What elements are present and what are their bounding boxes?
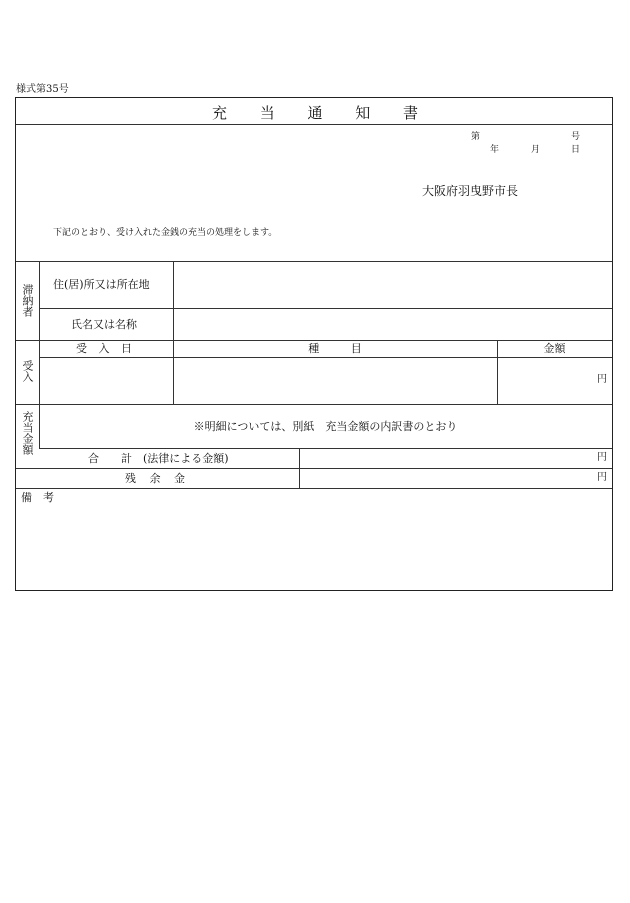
receipt-amount-unit: 円	[597, 374, 607, 385]
balance-label: 残 余 金	[125, 472, 190, 485]
appropriation-note: ※明細については、別紙 充当金額の内訳書のとおり	[193, 420, 458, 433]
delinquent-section-label: 滞納者	[21, 284, 34, 317]
receipt-date-header: 受 入 日	[76, 342, 136, 355]
date-day: 日	[571, 145, 581, 155]
appropriation-section-label: 充当金額	[21, 411, 34, 455]
form-title: 充 当 通 知 書	[211, 104, 433, 122]
total-bottom-line	[16, 468, 612, 469]
form-number: 様式第35号	[16, 84, 69, 95]
label-column-line	[39, 261, 40, 448]
intro-text: 下記のとおり、受け入れた金銭の充当の処理をします。	[53, 228, 278, 238]
title-divider	[16, 124, 612, 125]
receipt-type-header: 種 目	[308, 342, 376, 355]
appropriation-top-line	[16, 404, 612, 405]
total-value-divider	[299, 448, 300, 488]
total-label: 合 計 (法律による金額)	[88, 452, 229, 465]
doc-number-prefix: 第	[471, 132, 481, 142]
address-bottom-line	[39, 308, 612, 309]
date-year: 年	[490, 145, 500, 155]
receipt-top-line	[16, 340, 612, 341]
balance-unit: 円	[597, 472, 607, 483]
notice-form	[15, 97, 613, 591]
note-bottom-line	[39, 448, 612, 449]
total-unit: 円	[597, 452, 607, 463]
doc-number-suffix: 号	[571, 132, 581, 142]
label-value-divider	[173, 261, 174, 404]
receipt-section-label: 受入	[21, 360, 34, 382]
address-label: 住(居)所又は所在地	[53, 278, 150, 291]
receipt-header-line	[39, 357, 612, 358]
receipt-amount-header: 金額	[543, 342, 566, 355]
delinquent-top-line	[16, 261, 612, 262]
remarks-label: 備 考	[21, 491, 54, 504]
name-label: 氏名又は名称	[71, 318, 137, 331]
date-month: 月	[531, 145, 541, 155]
balance-bottom-line	[16, 488, 612, 489]
issuer: 大阪府羽曳野市長	[422, 184, 519, 198]
